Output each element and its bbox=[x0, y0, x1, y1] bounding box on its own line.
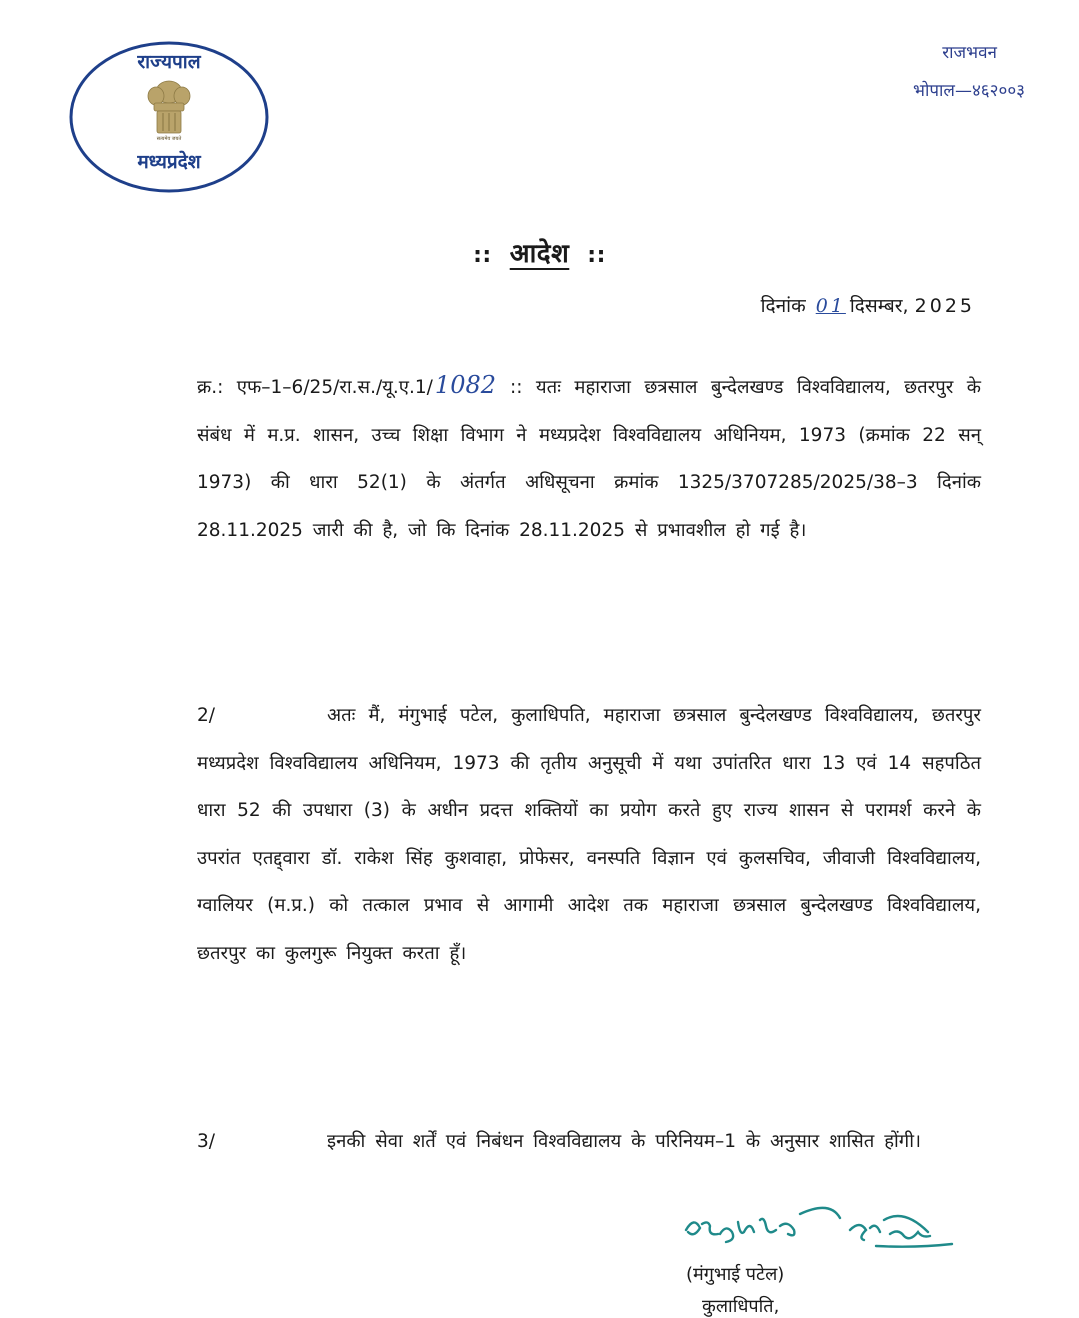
date-month: दिसम्बर, bbox=[849, 295, 909, 317]
handwritten-signature bbox=[680, 1200, 960, 1260]
paragraph-2-text: अतः मैं, मंगुभाई पटेल, कुलाधिपति, महाराजा छत्रसाल बुन्देलखण्ड विश्वविद्यालय, छतरपुर मध्यप्रदेश विश्वविद्यालय अधिनियम, 1973 की तृतीय अनुसूची में यथा उपांतरित धारा 13 एवं 14 सहपठित धारा 52 की उपधारा (3) के अधीन प्रदत्त शक्तियों का प्रयोग करते हुए राज्य शासन से परामर्श करने के उपरांत एतद्द्वारा डॉ. राकेश सिंह कुशवाहा, प्रोफेसर, वनस्पति विज्ञान एवं कुलसचिव, जीवाजी विश्वविद्यालय, ग्वालियर (म.प्र.) को तत्काल प्रभाव से आगामी आदेश तक महाराजा छत्रसाल बुन्देलखण्ड विश्वविद्यालय, छतरपुर का कुलगुरू नियुक्त करता हूँ। bbox=[197, 705, 981, 964]
seal-motto-text: सत्यमेव जयते bbox=[156, 136, 182, 142]
order-date bbox=[761, 292, 975, 318]
seal-top-text: राज्यपाल bbox=[137, 51, 201, 73]
paragraph-3 bbox=[197, 1118, 981, 1166]
paragraph-3-text: इनकी सेवा शर्तें एवं निबंधन विश्वविद्यालय के परिनियम–1 के अनुसार शासित होंगी। bbox=[327, 1131, 922, 1152]
paragraph-3-number: 3/ bbox=[197, 1131, 216, 1152]
signatory-name: (मंगुभाई पटेल) bbox=[686, 1264, 785, 1285]
paragraph-2-number: 2/ bbox=[197, 705, 216, 726]
letterhead-address bbox=[913, 34, 1025, 110]
address-line-2: भोपाल—४६२००३ bbox=[913, 81, 1025, 101]
title-suffix: :: bbox=[587, 243, 606, 268]
title-prefix: :: bbox=[473, 243, 492, 268]
date-label: दिनांक bbox=[760, 295, 806, 317]
date-day-handwritten: 01 bbox=[815, 295, 846, 317]
date-year: 2025 bbox=[914, 295, 975, 317]
paragraph-2 bbox=[197, 692, 981, 977]
governor-seal bbox=[68, 40, 270, 195]
signatory-designation: कुलाधिपति, bbox=[702, 1296, 780, 1317]
reference-number-handwritten: 1082 bbox=[434, 371, 496, 399]
seal-bottom-text: मध्यप्रदेश bbox=[137, 151, 201, 173]
title-word: आदेश bbox=[509, 239, 570, 269]
paragraph-1-text: :: यतः महाराजा छत्रसाल बुन्देलखण्ड विश्वविद्यालय, छतरपुर के संबंध में म.प्र. शासन, उच्च शिक्षा विभाग ने मध्यप्रदेश विश्वविद्यालय अधिनियम, 1973 (क्रमांक 22 सन् 1973) की धारा 52(1) के अंतर्गत अधिसूचना क्रमांक 1325/3707285/2025/38–3 दिनांक 28.11.2025 जारी की है, जो कि दिनांक 28.11.2025 से प्रभावशील हो गई है। bbox=[197, 377, 982, 541]
address-line-1: राजभवन bbox=[942, 43, 997, 63]
national-emblem-icon bbox=[148, 81, 190, 133]
paragraph-1 bbox=[197, 362, 981, 554]
order-title bbox=[0, 234, 1079, 270]
reference-prefix: क्र.: एफ–1–6/25/रा.स./यू.ए.1/ bbox=[197, 377, 433, 398]
